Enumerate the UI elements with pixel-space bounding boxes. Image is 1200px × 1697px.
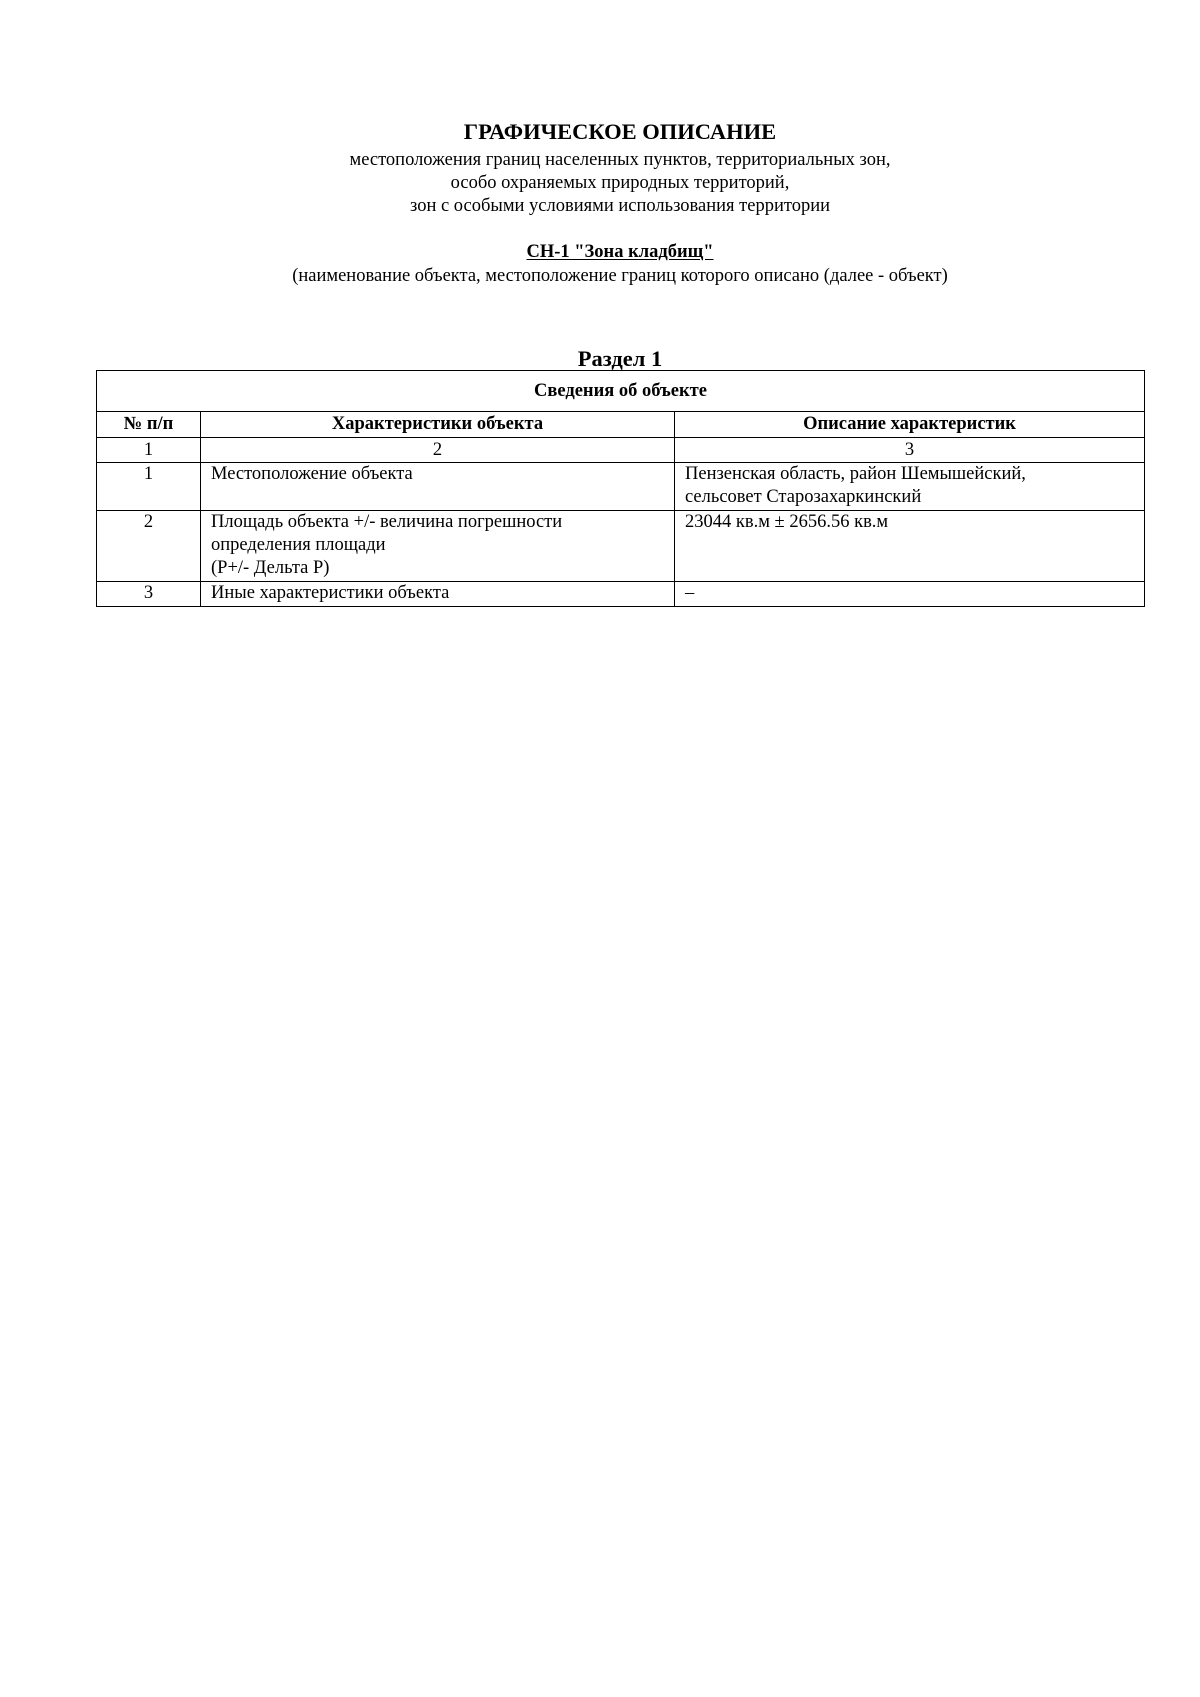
characteristic-line: (P+/- Дельта P) <box>211 558 330 578</box>
object-name <box>0 241 1200 263</box>
row-description <box>675 582 1145 607</box>
header-description: Описание характеристик <box>675 412 1145 438</box>
table-row <box>97 582 1145 607</box>
section-title: Раздел 1 <box>577 346 663 371</box>
column-number-1: 1 <box>97 438 201 463</box>
table-row <box>97 463 1145 511</box>
characteristic-line: Иные характеристики объекта <box>211 583 450 603</box>
subtitle-line-3: зон с особыми условиями использования территории <box>410 196 830 216</box>
description-line: – <box>685 583 695 603</box>
header-characteristic: Характеристики объекта <box>201 412 675 438</box>
header-number: № п/п <box>97 412 201 438</box>
description-line: сельсовет Старозахаркинский <box>685 487 922 507</box>
subtitle-line-2: особо охраняемых природных территорий, <box>450 173 790 193</box>
characteristic-line: определения площади <box>211 535 386 555</box>
table-caption-row <box>97 371 1145 412</box>
column-number-row <box>97 438 1145 463</box>
row-description <box>675 511 1145 582</box>
table-caption: Сведения об объекте <box>97 371 1145 412</box>
table-row <box>97 511 1145 582</box>
object-info-table <box>96 370 1145 607</box>
row-index: 1 <box>97 463 201 511</box>
description-line: 23044 кв.м ± 2656.56 кв.м <box>685 512 889 532</box>
document-title: ГРАФИЧЕСКОЕ ОПИСАНИЕ <box>463 119 777 144</box>
description-line: Пензенская область, район Шемышейский, <box>685 464 1026 484</box>
row-index: 2 <box>97 511 201 582</box>
object-name-text: СН-1 "Зона кладбищ" <box>526 242 714 262</box>
table-header-row <box>97 412 1145 438</box>
object-caption: (наименование объекта, местоположение границ которого описано (далее - объект) <box>292 266 948 286</box>
row-characteristic <box>201 511 675 582</box>
column-number-3: 3 <box>675 438 1145 463</box>
column-number-2: 2 <box>201 438 675 463</box>
row-description <box>675 463 1145 511</box>
row-index: 3 <box>97 582 201 607</box>
row-characteristic <box>201 582 675 607</box>
subtitle-line-1: местоположения границ населенных пунктов, территориальных зон, <box>349 150 891 170</box>
characteristic-line: Площадь объекта +/- величина погрешности <box>211 512 563 532</box>
row-characteristic <box>201 463 675 511</box>
characteristic-line: Местоположение объекта <box>211 464 413 484</box>
